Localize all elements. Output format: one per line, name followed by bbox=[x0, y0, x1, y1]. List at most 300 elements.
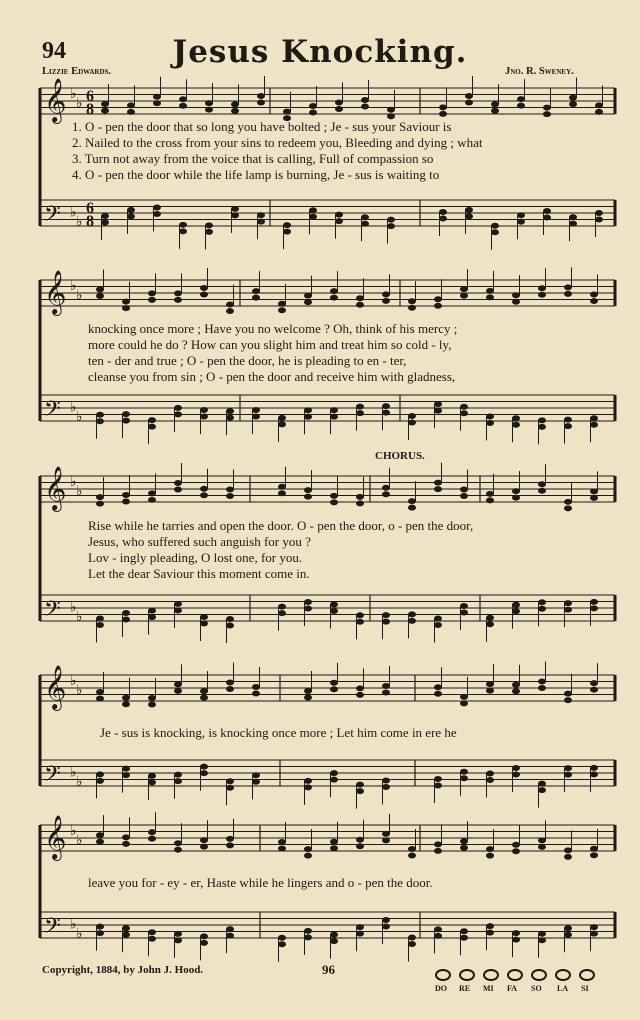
note-head bbox=[460, 694, 468, 700]
note-head bbox=[226, 926, 234, 932]
key-flat: ♭ bbox=[70, 765, 77, 781]
note-head bbox=[361, 97, 369, 103]
note-head bbox=[96, 832, 104, 838]
note-head bbox=[408, 941, 416, 947]
key-flat: ♭ bbox=[76, 288, 83, 304]
note-head bbox=[174, 778, 182, 784]
note-head bbox=[174, 411, 182, 417]
note-head bbox=[200, 492, 208, 498]
note-head bbox=[512, 299, 520, 305]
note-head bbox=[174, 480, 182, 486]
note-head bbox=[491, 108, 499, 114]
note-head bbox=[257, 100, 265, 106]
note-head bbox=[486, 853, 494, 859]
note-head bbox=[564, 854, 572, 860]
note-head bbox=[356, 837, 364, 843]
key-flat: ♭ bbox=[76, 484, 83, 500]
note-head bbox=[486, 923, 494, 929]
key-flat: ♭ bbox=[70, 917, 77, 933]
note-head bbox=[330, 288, 338, 294]
note-head bbox=[512, 415, 520, 421]
note-head bbox=[330, 777, 338, 783]
note-head bbox=[148, 417, 156, 423]
note-head bbox=[590, 680, 598, 686]
note-head bbox=[226, 616, 234, 622]
note-head bbox=[356, 410, 364, 416]
note-head bbox=[200, 933, 208, 939]
time-signature-top: 6 bbox=[86, 200, 94, 217]
note-head bbox=[512, 848, 520, 854]
note-head bbox=[304, 934, 312, 940]
note-head bbox=[361, 104, 369, 110]
solfege-re: RE bbox=[459, 984, 471, 993]
note-head bbox=[330, 407, 338, 413]
note-head bbox=[96, 412, 104, 418]
solfege-do: DO bbox=[435, 984, 447, 993]
note-head bbox=[122, 701, 130, 707]
note-head bbox=[200, 486, 208, 492]
note-head bbox=[127, 213, 135, 219]
note-head bbox=[486, 777, 494, 783]
note-head bbox=[434, 926, 442, 932]
note-head bbox=[356, 843, 364, 849]
verse-2-line-2: more could he do ? How can you slight him and treat him so cold - ly, bbox=[88, 337, 452, 352]
note-head bbox=[174, 681, 182, 687]
note-head bbox=[278, 846, 286, 852]
note-head bbox=[304, 695, 312, 701]
note-head bbox=[512, 937, 520, 943]
note-head bbox=[564, 607, 572, 613]
note-head bbox=[486, 497, 494, 503]
note-head bbox=[122, 610, 130, 616]
note-head bbox=[148, 829, 156, 835]
page-number: 94 bbox=[42, 38, 66, 64]
note-head bbox=[387, 217, 395, 223]
note-head bbox=[122, 411, 130, 417]
note-head bbox=[512, 682, 520, 688]
note-head bbox=[382, 410, 390, 416]
note-head bbox=[309, 207, 317, 213]
solfege-so: SO bbox=[531, 984, 542, 993]
note-head bbox=[486, 930, 494, 936]
note-head bbox=[439, 111, 447, 117]
note-head bbox=[356, 788, 364, 794]
bass-clef: 𝄢 bbox=[44, 202, 61, 232]
note-head bbox=[127, 207, 135, 213]
note-head bbox=[564, 423, 572, 429]
note-head bbox=[434, 776, 442, 782]
note-head bbox=[96, 293, 104, 299]
note-head bbox=[96, 778, 104, 784]
note-head bbox=[174, 297, 182, 303]
note-head bbox=[304, 599, 312, 605]
note-head bbox=[252, 772, 260, 778]
note-head bbox=[96, 501, 104, 507]
note-head bbox=[512, 602, 520, 608]
note-head bbox=[356, 782, 364, 788]
note-head bbox=[257, 93, 265, 99]
note-head bbox=[382, 837, 390, 843]
note-head bbox=[460, 928, 468, 934]
note-head bbox=[460, 845, 468, 851]
note-head bbox=[226, 836, 234, 842]
bass-clef: 𝄢 bbox=[44, 914, 61, 944]
note-head bbox=[486, 294, 494, 300]
bass-clef: 𝄢 bbox=[44, 597, 61, 627]
chorus-line-2: Jesus, who suffered such anguish for you ? bbox=[88, 534, 311, 549]
note-head bbox=[382, 831, 390, 837]
note-head bbox=[200, 764, 208, 770]
note-head bbox=[304, 494, 312, 500]
note-head bbox=[486, 615, 494, 621]
note-head bbox=[538, 292, 546, 298]
note-head bbox=[465, 213, 473, 219]
note-head bbox=[590, 422, 598, 428]
note-head bbox=[517, 212, 525, 218]
note-head bbox=[330, 608, 338, 614]
note-head bbox=[361, 214, 369, 220]
note-head bbox=[174, 290, 182, 296]
note-head bbox=[512, 488, 520, 494]
note-head bbox=[382, 298, 390, 304]
key-flat: ♭ bbox=[76, 927, 83, 942]
note-head bbox=[200, 292, 208, 298]
note-head bbox=[278, 610, 286, 616]
note-head bbox=[512, 608, 520, 614]
note-head bbox=[101, 108, 109, 114]
key-flat: ♭ bbox=[76, 683, 83, 699]
note-head bbox=[96, 286, 104, 292]
note-head bbox=[153, 100, 161, 106]
note-head bbox=[148, 424, 156, 430]
verse-4-line-2: cleanse you from sin ; O - pen the door and receive him with gladness, bbox=[88, 369, 456, 384]
note-head bbox=[382, 612, 390, 618]
note-head bbox=[153, 94, 161, 100]
note-head bbox=[96, 924, 104, 930]
note-head bbox=[517, 103, 525, 109]
note-head bbox=[564, 697, 572, 703]
note-head bbox=[174, 931, 182, 937]
note-head bbox=[382, 917, 390, 923]
note-head bbox=[564, 772, 572, 778]
note-head bbox=[96, 695, 104, 701]
solfege-shapes bbox=[435, 964, 605, 986]
note-head bbox=[382, 619, 390, 625]
note-head bbox=[226, 493, 234, 499]
note-head bbox=[148, 836, 156, 842]
note-head bbox=[174, 607, 182, 613]
treble-clef: 𝄞 bbox=[44, 466, 67, 510]
note-head bbox=[564, 417, 572, 423]
note-head bbox=[226, 785, 234, 791]
note-head bbox=[304, 293, 312, 299]
note-head bbox=[512, 930, 520, 936]
solfege-si: SI bbox=[581, 984, 589, 993]
note-head bbox=[148, 695, 156, 701]
note-head bbox=[304, 846, 312, 852]
note-head bbox=[543, 208, 551, 214]
note-head bbox=[226, 622, 234, 628]
note-head bbox=[226, 486, 234, 492]
note-head bbox=[148, 290, 156, 296]
note-head bbox=[148, 773, 156, 779]
note-head bbox=[460, 493, 468, 499]
note-head bbox=[335, 212, 343, 218]
note-head bbox=[101, 213, 109, 219]
note-head bbox=[122, 834, 130, 840]
note-head bbox=[174, 772, 182, 778]
note-head bbox=[174, 688, 182, 694]
note-head bbox=[179, 96, 187, 102]
note-head bbox=[148, 929, 156, 935]
note-head bbox=[512, 495, 520, 501]
note-head bbox=[564, 291, 572, 297]
note-head bbox=[382, 683, 390, 689]
note-head bbox=[387, 107, 395, 113]
note-head bbox=[408, 498, 416, 504]
lyricist-credit: Lizzie Edwards. bbox=[42, 66, 112, 77]
note-head bbox=[148, 297, 156, 303]
note-head bbox=[538, 685, 546, 691]
note-head bbox=[569, 101, 577, 107]
note-head bbox=[127, 109, 135, 115]
note-head bbox=[278, 941, 286, 947]
note-head bbox=[460, 293, 468, 299]
note-head bbox=[226, 778, 234, 784]
note-head bbox=[538, 285, 546, 291]
note-head bbox=[304, 299, 312, 305]
note-head bbox=[590, 924, 598, 930]
time-signature-bottom: 8 bbox=[86, 213, 94, 230]
key-flat: ♭ bbox=[76, 96, 83, 112]
note-head bbox=[200, 940, 208, 946]
key-flat: ♭ bbox=[70, 673, 77, 689]
note-head bbox=[434, 480, 442, 486]
note-head bbox=[127, 102, 135, 108]
note-head bbox=[538, 787, 546, 793]
note-head bbox=[486, 491, 494, 497]
chorus-line-3: Lov - ingly pleading, O lost one, for you. bbox=[88, 550, 303, 565]
note-head bbox=[382, 923, 390, 929]
key-flat: ♭ bbox=[76, 775, 83, 790]
note-head bbox=[538, 488, 546, 494]
note-head bbox=[304, 407, 312, 413]
note-head bbox=[283, 229, 291, 235]
copyright-notice: Copyright, 1884, by John J. Hood. bbox=[42, 964, 204, 976]
chorus-label: CHORUS. bbox=[375, 450, 425, 462]
note-head bbox=[330, 680, 338, 686]
note-head bbox=[304, 487, 312, 493]
note-head bbox=[408, 853, 416, 859]
key-flat: ♭ bbox=[70, 278, 77, 294]
note-head bbox=[434, 691, 442, 697]
note-head bbox=[283, 222, 291, 228]
key-flat: ♭ bbox=[70, 600, 77, 616]
key-flat: ♭ bbox=[76, 215, 83, 230]
bottom-page-number: 96 bbox=[322, 962, 335, 977]
chorus-line-1: Rise while he tarries and open the door. O - pen the door, o - pen the door, bbox=[88, 518, 474, 533]
note-head bbox=[538, 417, 546, 423]
note-head bbox=[96, 689, 104, 695]
note-head bbox=[408, 298, 416, 304]
note-head bbox=[356, 685, 364, 691]
note-head bbox=[590, 687, 598, 693]
note-head bbox=[543, 111, 551, 117]
note-head bbox=[96, 839, 104, 845]
note-head bbox=[304, 784, 312, 790]
note-head bbox=[330, 845, 338, 851]
key-flat: ♭ bbox=[70, 823, 77, 839]
note-head bbox=[122, 766, 130, 772]
note-head bbox=[174, 601, 182, 607]
note-head bbox=[387, 223, 395, 229]
time-signature-top: 6 bbox=[86, 88, 94, 105]
note-head bbox=[96, 494, 104, 500]
verse-1-line-2: knocking once more ; Have you no welcome ? Oh, think of his mercy ; bbox=[88, 321, 458, 336]
note-head bbox=[356, 924, 364, 930]
note-head bbox=[382, 485, 390, 491]
treble-clef: 𝄞 bbox=[44, 815, 67, 859]
note-head bbox=[382, 403, 390, 409]
note-head bbox=[330, 686, 338, 692]
note-head bbox=[200, 837, 208, 843]
note-head bbox=[382, 291, 390, 297]
bass-clef: 𝄢 bbox=[44, 397, 61, 427]
note-head bbox=[486, 771, 494, 777]
note-head bbox=[257, 212, 265, 218]
note-head bbox=[205, 107, 213, 113]
note-head bbox=[460, 404, 468, 410]
note-head bbox=[122, 841, 130, 847]
note-head bbox=[460, 838, 468, 844]
note-head bbox=[148, 490, 156, 496]
note-head bbox=[356, 302, 364, 308]
note-head bbox=[590, 415, 598, 421]
key-flat: ♭ bbox=[76, 610, 83, 625]
note-head bbox=[538, 679, 546, 685]
note-head bbox=[382, 777, 390, 783]
bass-clef: 𝄢 bbox=[44, 762, 61, 792]
note-head bbox=[590, 298, 598, 304]
verse-3-line-2: ten - der and true ; O - pen the door, he is pleading to en - ter, bbox=[88, 353, 407, 368]
note-head bbox=[356, 500, 364, 506]
note-head bbox=[434, 782, 442, 788]
note-head bbox=[200, 414, 208, 420]
note-head bbox=[148, 936, 156, 942]
note-head bbox=[174, 937, 182, 943]
verse-1-line-1: 1. O - pen the door that so long you have bolted ; Je - sus your Saviour is bbox=[72, 119, 452, 134]
key-flat: ♭ bbox=[70, 205, 77, 221]
note-head bbox=[278, 484, 286, 490]
note-head bbox=[330, 295, 338, 301]
note-head bbox=[200, 770, 208, 776]
note-head bbox=[361, 221, 369, 227]
note-head bbox=[330, 499, 338, 505]
note-head bbox=[96, 616, 104, 622]
note-head bbox=[226, 408, 234, 414]
note-head bbox=[538, 599, 546, 605]
note-head bbox=[278, 307, 286, 313]
note-head bbox=[335, 100, 343, 106]
note-head bbox=[569, 95, 577, 101]
note-head bbox=[231, 108, 239, 114]
note-head bbox=[252, 779, 260, 785]
note-head bbox=[148, 779, 156, 785]
verse-2-line-1: 2. Nailed to the cross from your sins to redeem you, Bleeding and dying ; what bbox=[72, 135, 483, 150]
note-head bbox=[408, 611, 416, 617]
note-head bbox=[564, 499, 572, 505]
note-head bbox=[330, 493, 338, 499]
note-head bbox=[486, 413, 494, 419]
note-head bbox=[252, 684, 260, 690]
note-head bbox=[148, 608, 156, 614]
note-head bbox=[356, 692, 364, 698]
note-head bbox=[439, 104, 447, 110]
note-head bbox=[460, 775, 468, 781]
note-head bbox=[304, 853, 312, 859]
time-signature-bottom: 8 bbox=[86, 101, 94, 118]
note-head bbox=[590, 292, 598, 298]
note-head bbox=[252, 295, 260, 301]
note-head bbox=[179, 222, 187, 228]
note-head bbox=[595, 216, 603, 222]
note-head bbox=[122, 925, 130, 931]
key-flat: ♭ bbox=[70, 400, 77, 416]
note-head bbox=[408, 505, 416, 511]
note-head bbox=[434, 296, 442, 302]
note-head bbox=[205, 100, 213, 106]
note-head bbox=[304, 928, 312, 934]
solfege-mi: MI bbox=[483, 984, 494, 993]
note-head bbox=[382, 784, 390, 790]
note-head bbox=[278, 415, 286, 421]
treble-clef: 𝄞 bbox=[44, 270, 67, 314]
note-head bbox=[226, 415, 234, 421]
note-head bbox=[408, 618, 416, 624]
note-head bbox=[330, 839, 338, 845]
note-head bbox=[595, 102, 603, 108]
note-head bbox=[122, 772, 130, 778]
note-head bbox=[460, 410, 468, 416]
note-head bbox=[278, 490, 286, 496]
note-head bbox=[543, 215, 551, 221]
note-head bbox=[512, 422, 520, 428]
note-head bbox=[252, 288, 260, 294]
note-head bbox=[330, 938, 338, 944]
note-head bbox=[200, 614, 208, 620]
note-head bbox=[283, 109, 291, 115]
note-head bbox=[278, 604, 286, 610]
note-head bbox=[434, 303, 442, 309]
note-head bbox=[252, 407, 260, 413]
note-head bbox=[226, 308, 234, 314]
note-head bbox=[439, 215, 447, 221]
note-head bbox=[538, 937, 546, 943]
note-head bbox=[122, 695, 130, 701]
note-head bbox=[408, 305, 416, 311]
note-head bbox=[538, 837, 546, 843]
refrain-line-1: Je - sus is knocking, is knocking once more ; Let him come in ere he bbox=[100, 725, 457, 740]
note-head bbox=[309, 109, 317, 115]
note-head bbox=[486, 288, 494, 294]
note-head bbox=[304, 414, 312, 420]
note-head bbox=[101, 220, 109, 226]
note-head bbox=[590, 599, 598, 605]
note-head bbox=[460, 487, 468, 493]
note-head bbox=[200, 688, 208, 694]
note-head bbox=[200, 695, 208, 701]
note-head bbox=[590, 765, 598, 771]
